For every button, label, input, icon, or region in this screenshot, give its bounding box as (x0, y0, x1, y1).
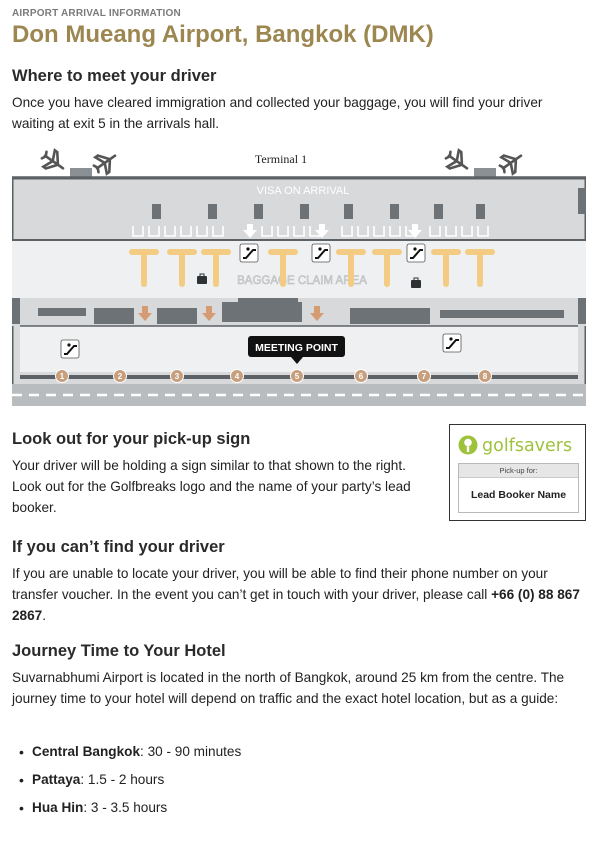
exit-marker (291, 370, 304, 383)
pickup-text: Your driver will be holding a sign similar to that shown to the right. Look out for the Golfbreaks logo and the name of your party’s lead booker. (12, 458, 411, 515)
plane-icon-left-b (90, 148, 120, 177)
escalator-icon (240, 244, 258, 262)
baggage-label: BAGGAGE CLAIM AREA (237, 275, 367, 287)
exit-number: 3 (174, 372, 180, 381)
page-title: Don Mueang Airport, Bangkok (DMK) (12, 21, 434, 48)
cant-find-text-after: . (42, 608, 47, 623)
exit-marker (418, 370, 431, 383)
terminal-map (12, 148, 586, 406)
journey-place: Hua Hin (32, 800, 84, 815)
journey-place: Central Bangkok (32, 744, 141, 759)
journey-time: : 1.5 - 2 hours (80, 772, 165, 787)
plane-icon-left-a (38, 148, 68, 177)
journey-heading: Journey Time to Your Hotel (12, 642, 226, 660)
meeting-point-label: MEETING POINT (255, 342, 338, 354)
exit-number: 5 (294, 372, 300, 381)
sign-label: Pick-up for: (459, 464, 578, 478)
page-kicker: AIRPORT ARRIVAL INFORMATION (12, 8, 181, 19)
golfsavers-logo (458, 433, 580, 457)
journey-text: Suvarnabhumi Airport is located in the north of Bangkok, around 25 km from the centre. The journey time to your hotel will depend on traffic and the exact hotel location, but as a guide: (12, 670, 565, 706)
pickup-sign-example (449, 424, 586, 521)
list-item (12, 794, 241, 822)
escalator-icon (443, 334, 461, 352)
exit-marker (231, 370, 244, 383)
sign-name: Lead Booker Name (470, 489, 567, 501)
exit-number: 4 (234, 372, 240, 381)
meet-text: Once you have cleared immigration and collected your baggage, you will find your driver waiting at exit 5 in the arrivals hall. (12, 95, 543, 131)
exit-marker (56, 370, 69, 383)
visa-label: VISA ON ARRIVAL (256, 185, 350, 197)
terminal-label: Terminal 1 (254, 152, 308, 166)
cant-find-text-before: If you are unable to locate your driver, you will be able to find their phone number on your transfer voucher. In the event you can’t get in touch with your driver, please call (12, 566, 548, 602)
pickup-heading: Look out for your pick-up sign (12, 430, 251, 448)
escalator-icon (312, 244, 330, 262)
exit-marker (114, 370, 127, 383)
list-item (12, 738, 241, 766)
journey-times-list (12, 738, 241, 822)
journey-time: : 30 - 90 minutes (140, 744, 242, 759)
plane-icon-right-b (496, 148, 526, 177)
escalator-icon (61, 340, 79, 358)
exit-number: 6 (358, 372, 364, 381)
exit-number: 2 (117, 372, 123, 381)
meet-heading: Where to meet your driver (12, 67, 217, 85)
journey-place: Pattaya (32, 772, 81, 787)
plane-icon-right-a (442, 148, 472, 177)
exit-number: 7 (421, 372, 427, 381)
exit-marker (355, 370, 368, 383)
list-item (12, 766, 241, 794)
cant-find-text (12, 563, 586, 626)
cant-find-heading: If you can’t find your driver (12, 538, 225, 556)
journey-time: : 3 - 3.5 hours (83, 800, 168, 815)
escalator-icon (407, 244, 425, 262)
exit-number: 8 (482, 372, 488, 381)
golfsavers-logo-text: golfsavers (482, 436, 573, 456)
exit-number: 1 (59, 372, 65, 381)
driver-phone: +66 (0) 88 867 2867 (12, 587, 580, 623)
exit-marker (171, 370, 184, 383)
sign-card (458, 463, 579, 513)
exit-marker (479, 370, 492, 383)
